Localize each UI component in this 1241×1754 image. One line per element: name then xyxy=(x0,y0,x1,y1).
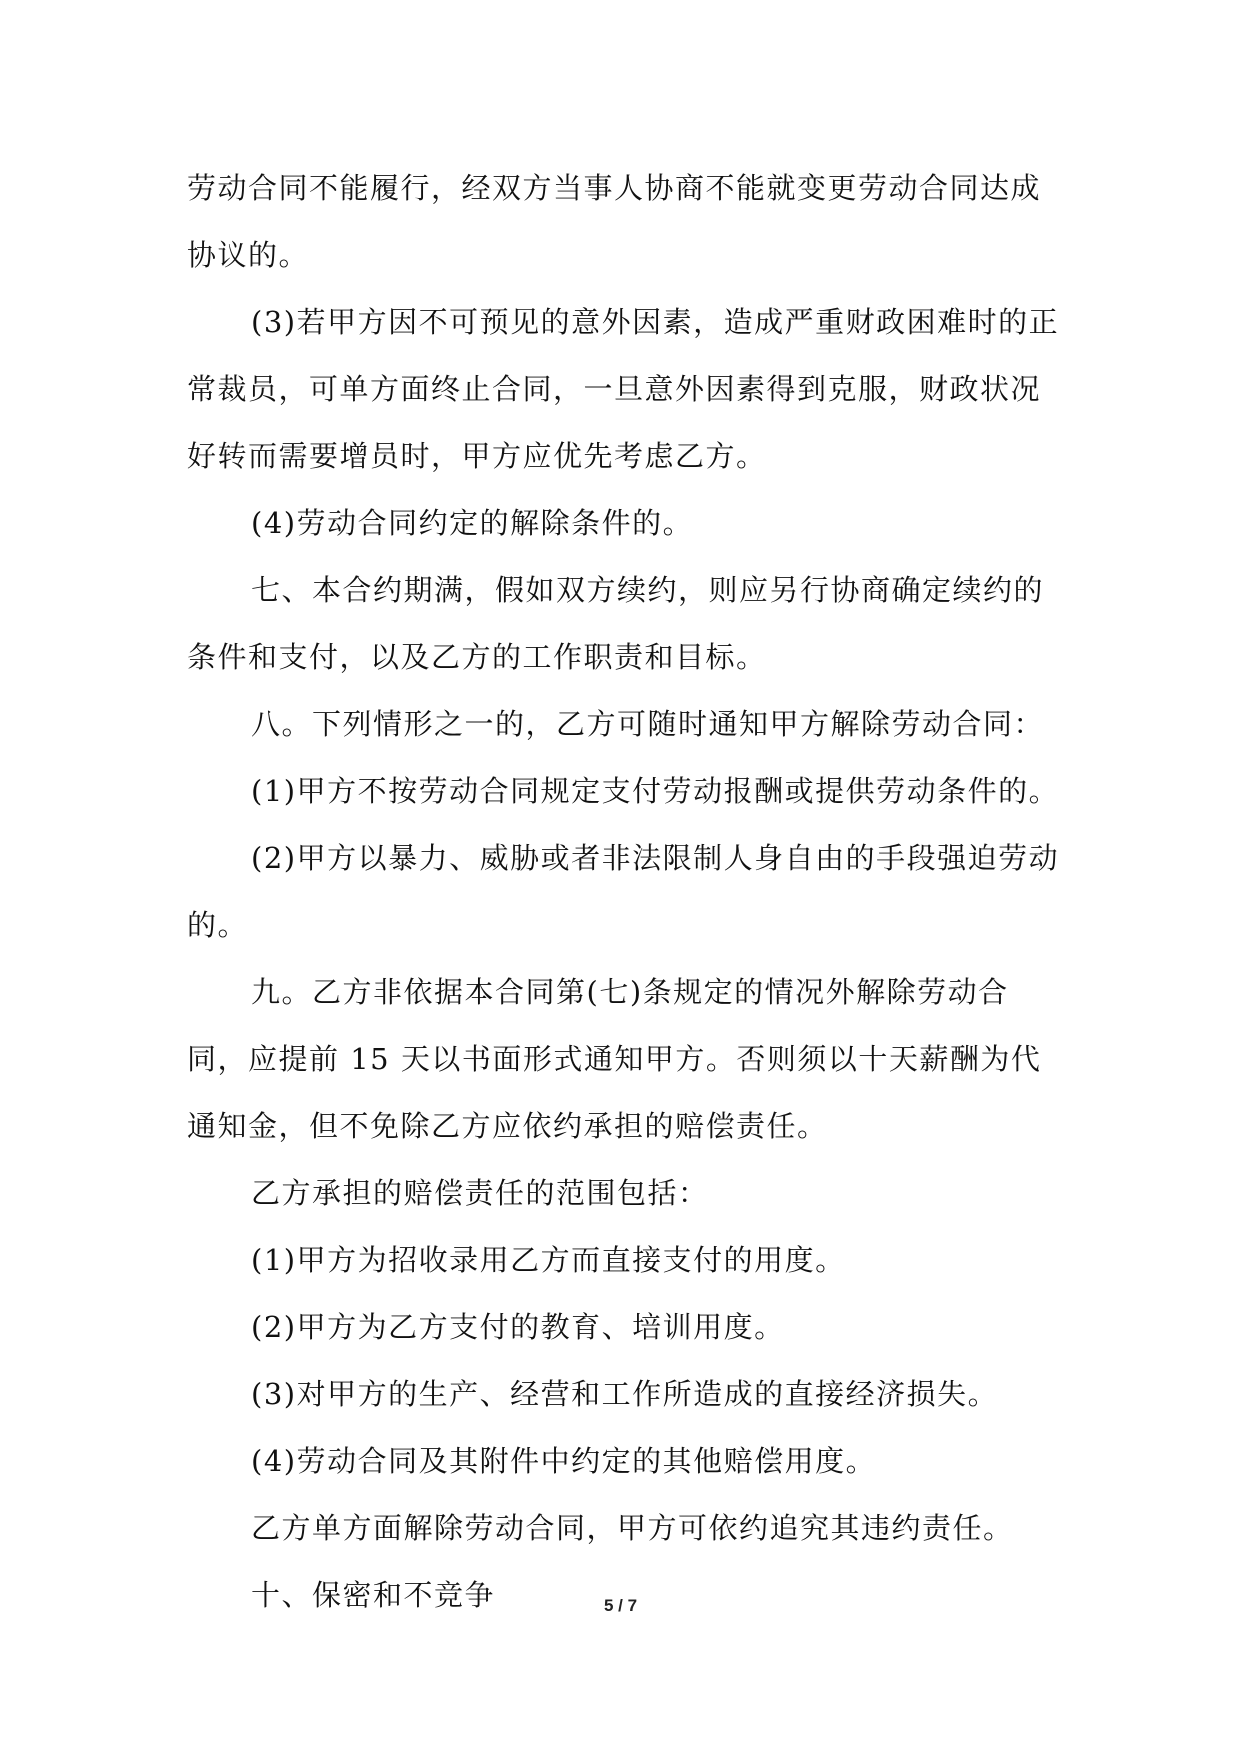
paragraph: 九。乙方非依据本合同第(七)条规定的情况外解除劳动合同，应提前 15 天以书面形式通知甲方。否则须以十天薪酬为代通知金，但不免除乙方应依约承担的赔偿责任。 xyxy=(187,975,1042,1143)
paragraph: (2)甲方为乙方支付的教育、培训用度。 xyxy=(251,1310,785,1344)
paragraph: 八。下列情形之一的，乙方可随时通知甲方解除劳动合同： xyxy=(251,707,1045,741)
document-body xyxy=(187,155,1067,1629)
page-number: 5 / 7 xyxy=(603,1596,638,1615)
paragraph: 十、保密和不竞争 xyxy=(251,1578,496,1612)
paragraph: (1)甲方不按劳动合同规定支付劳动报酬或提供劳动条件的。 xyxy=(251,774,1060,808)
paragraph: (4)劳动合同约定的解除条件的。 xyxy=(251,506,694,540)
paragraph: 乙方单方面解除劳动合同，甲方可依约追究其违约责任。 xyxy=(251,1511,1014,1545)
paragraph: (3)若甲方因不可预见的意外因素，造成严重财政困难时的正常裁员，可单方面终止合同，一旦意外因素得到克服，财政状况好转而需要增员时，甲方应优先考虑乙方。 xyxy=(187,305,1060,473)
paragraph: (4)劳动合同及其附件中约定的其他赔偿用度。 xyxy=(251,1444,877,1478)
paragraph: (3)对甲方的生产、经营和工作所造成的直接经济损失。 xyxy=(251,1377,999,1411)
paragraph: (1)甲方为招收录用乙方而直接支付的用度。 xyxy=(251,1243,846,1277)
paragraph: 劳动合同不能履行，经双方当事人协商不能就变更劳动合同达成协议的。 xyxy=(187,171,1042,272)
paragraph: 七、本合约期满，假如双方续约，则应另行协商确定续约的条件和支付，以及乙方的工作职责和目标。 xyxy=(187,573,1045,674)
paragraph: 乙方承担的赔偿责任的范围包括： xyxy=(251,1176,709,1210)
paragraph: (2)甲方以暴力、威胁或者非法限制人身自由的手段强迫劳动的。 xyxy=(187,841,1060,942)
